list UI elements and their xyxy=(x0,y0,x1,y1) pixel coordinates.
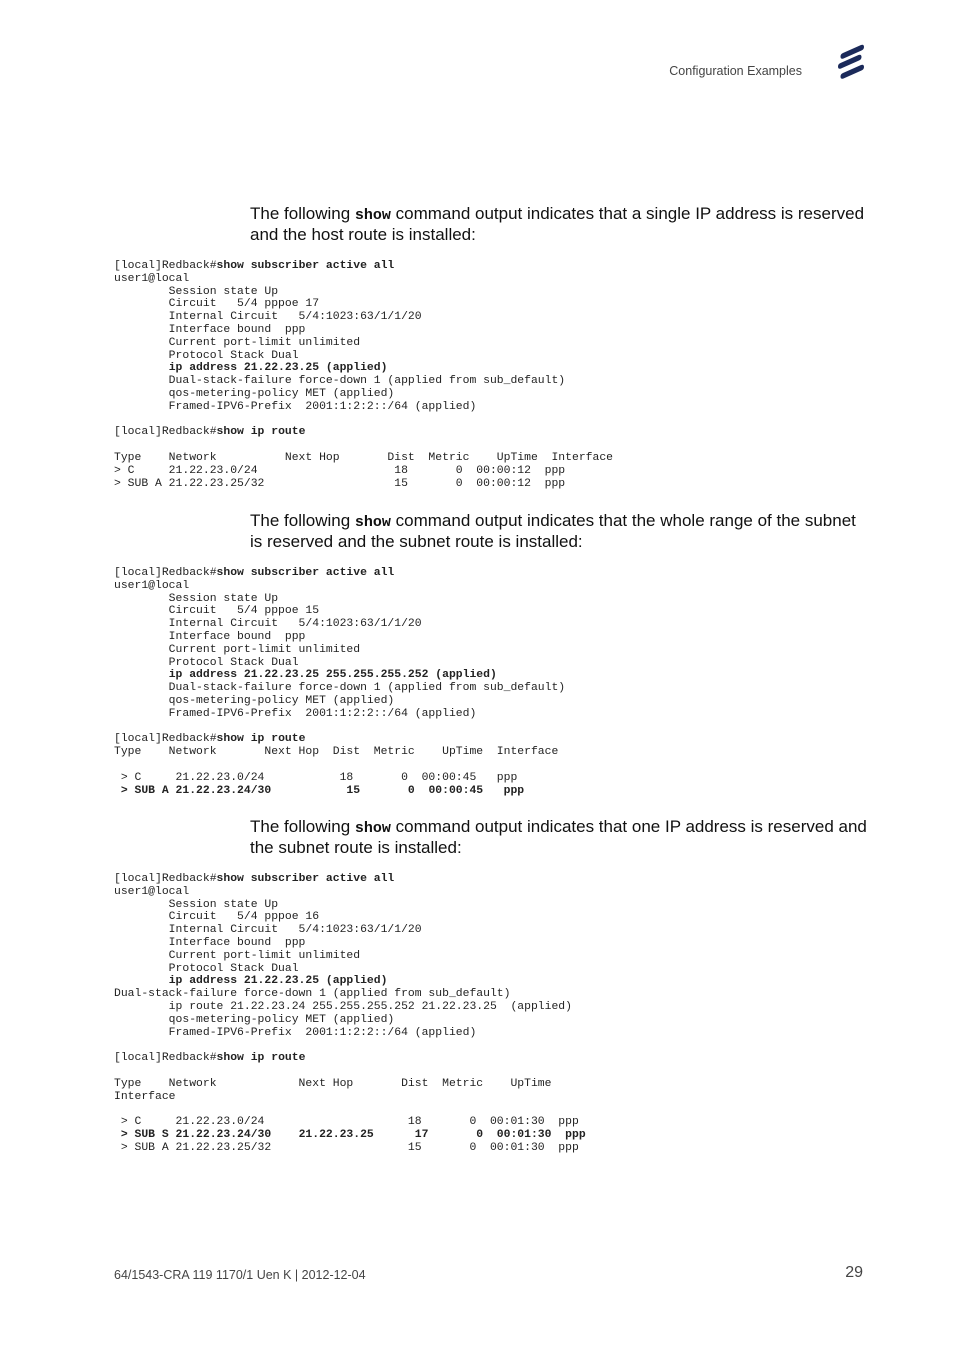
cli-text: [local]Redback# xyxy=(114,1052,217,1065)
cli-line xyxy=(114,350,299,362)
cli-line xyxy=(114,273,189,285)
section-2-paragraph xyxy=(250,511,870,551)
cli-text: [local]Redback# xyxy=(114,567,217,579)
cli-text: Interface bound ppp xyxy=(114,323,306,336)
cli-command: show ip route xyxy=(216,733,306,746)
cli-command: show subscriber active all xyxy=(216,873,395,885)
cli-line xyxy=(114,963,299,975)
cli-line xyxy=(114,708,476,720)
cli-line xyxy=(114,911,319,923)
cli-command: ip address 21.22.23.25 255.255.255.252 (applied) xyxy=(168,669,497,682)
cli-text: Interface bound ppp xyxy=(114,936,306,949)
cli-line xyxy=(114,1027,476,1039)
cli-text xyxy=(114,362,169,374)
cli-line xyxy=(114,1052,305,1064)
cli-text: Framed-IPV6-Prefix 2001:1:2:2::/64 (applied) xyxy=(114,1026,477,1039)
cli-text xyxy=(114,785,121,797)
cli-text: Dual-stack-failure force-down 1 (applied from sub_default) xyxy=(114,988,511,1001)
cli-text: Interface xyxy=(114,1090,176,1103)
cli-text: Circuit 5/4 pppoe 16 xyxy=(114,911,320,924)
cli-command: show subscriber active all xyxy=(216,260,395,272)
cli-text: user1@local xyxy=(114,272,190,285)
cli-line xyxy=(114,937,305,949)
para-text: command output indicates that the whole range of the subnet is reserved and the subnet route is installed: xyxy=(250,511,856,551)
cli-text: Framed-IPV6-Prefix 2001:1:2:2::/64 (applied) xyxy=(114,707,477,720)
command-name: show xyxy=(354,820,391,837)
cli-line xyxy=(114,975,387,987)
command-name: show xyxy=(354,207,391,224)
cli-text: > C 21.22.23.0/24 18 0 00:01:30 ppp xyxy=(114,1116,579,1129)
cli-line xyxy=(114,388,394,400)
cli-text: user1@local xyxy=(114,579,190,592)
cli-text: qos-metering-policy MET (applied) xyxy=(114,694,395,707)
cli-text: user1@local xyxy=(114,885,190,898)
cli-command: > SUB A 21.22.23.24/30 15 0 00:00:45 ppp xyxy=(120,784,525,797)
cli-line xyxy=(114,1116,579,1128)
cli-line xyxy=(114,886,189,898)
cli-line xyxy=(114,988,510,1000)
cli-text: Current port-limit unlimited xyxy=(114,643,361,656)
cli-text: [local]Redback# xyxy=(114,873,217,885)
cli-command: ip address 21.22.23.25 (applied) xyxy=(168,975,388,988)
cli-line xyxy=(114,618,422,630)
cli-line xyxy=(114,286,278,298)
cli-text: Protocol Stack Dual xyxy=(114,349,299,362)
cli-text xyxy=(114,1129,121,1141)
cli-text: Internal Circuit 5/4:1023:63/1/1/20 xyxy=(114,311,422,324)
cli-line xyxy=(114,1078,551,1090)
cli-command: show subscriber active all xyxy=(216,567,395,579)
cli-line xyxy=(114,644,360,656)
para-text: command output indicates that one IP address is reserved and the subnet route is installed: xyxy=(250,817,867,857)
page-number: 29 xyxy=(845,1264,863,1281)
cli-command: show ip route xyxy=(216,1052,306,1065)
cli-line xyxy=(114,1001,572,1013)
cli-line xyxy=(114,567,394,579)
cli-line xyxy=(114,1014,394,1026)
cli-line xyxy=(114,669,497,681)
cli-text: [local]Redback# xyxy=(114,733,217,746)
cli-text: Type Network Next Hop Dist Metric UpTime xyxy=(114,1077,552,1090)
cli-text: Type Network Next Hop Dist Metric UpTime Interface xyxy=(114,746,559,759)
cli-text: > SUB A 21.22.23.25/32 15 0 00:00:12 ppp xyxy=(114,477,566,490)
para-text: The following xyxy=(250,511,355,530)
cli-text: [local]Redback# xyxy=(114,426,217,439)
cli-text xyxy=(114,975,169,987)
cli-line xyxy=(114,785,524,797)
cli-text: Type Network Next Hop Dist Metric UpTime Interface xyxy=(114,451,613,464)
cli-line xyxy=(114,1091,176,1103)
cli-command: show ip route xyxy=(216,426,306,439)
cli-text: Session state Up xyxy=(114,898,279,911)
cli-line xyxy=(114,695,394,707)
cli-line xyxy=(114,260,394,272)
cli-line xyxy=(114,337,360,349)
cli-text: qos-metering-policy MET (applied) xyxy=(114,387,395,400)
cli-text: Circuit 5/4 pppoe 15 xyxy=(114,605,320,618)
cli-line xyxy=(114,873,394,885)
cli-line xyxy=(114,593,278,605)
section-3-paragraph xyxy=(250,817,870,857)
cli-text: Internal Circuit 5/4:1023:63/1/1/20 xyxy=(114,924,422,937)
ericsson-logo-icon xyxy=(836,44,866,80)
cli-line xyxy=(114,401,476,413)
cli-output-block xyxy=(114,873,586,1155)
cli-text: Dual-stack-failure force-down 1 (applied from sub_default) xyxy=(114,682,566,695)
cli-text: > SUB A 21.22.23.25/32 15 0 00:01:30 ppp xyxy=(114,1141,579,1154)
cli-line xyxy=(114,746,558,758)
cli-text xyxy=(114,669,169,681)
section-1-paragraph xyxy=(250,204,870,244)
cli-text: Framed-IPV6-Prefix 2001:1:2:2::/64 (applied) xyxy=(114,400,477,413)
cli-output-block xyxy=(114,567,565,797)
cli-command: ip address 21.22.23.25 (applied) xyxy=(168,362,388,375)
cli-line xyxy=(114,899,278,911)
cli-text: Current port-limit unlimited xyxy=(114,336,361,349)
cli-text: Session state Up xyxy=(114,285,279,298)
cli-line xyxy=(114,362,387,374)
cli-line xyxy=(114,298,319,310)
cli-line xyxy=(114,375,565,387)
cli-text: [local]Redback# xyxy=(114,260,217,272)
para-text: The following xyxy=(250,204,355,223)
cli-line xyxy=(114,324,305,336)
para-text: The following xyxy=(250,817,355,836)
cli-output-block xyxy=(114,260,613,490)
cli-text: Dual-stack-failure force-down 1 (applied from sub_default) xyxy=(114,375,566,388)
cli-text: Current port-limit unlimited xyxy=(114,949,361,962)
document-id: 64/1543-CRA 119 1170/1 Uen K | 2012-12-04 xyxy=(114,1268,366,1282)
cli-text: Circuit 5/4 pppoe 17 xyxy=(114,298,320,311)
command-name: show xyxy=(354,514,391,531)
cli-line xyxy=(114,772,517,784)
para-text: command output indicates that a single IP address is reserved and the host route is installed: xyxy=(250,204,865,244)
page-header-title: Configuration Examples xyxy=(669,64,802,78)
cli-line xyxy=(114,1129,586,1141)
cli-line xyxy=(114,311,422,323)
cli-text: Protocol Stack Dual xyxy=(114,962,299,975)
cli-line xyxy=(114,478,565,490)
cli-line xyxy=(114,682,565,694)
cli-text: > C 21.22.23.0/24 18 0 00:00:45 ppp xyxy=(114,771,518,784)
cli-line xyxy=(114,924,422,936)
cli-line xyxy=(114,657,299,669)
cli-text: Interface bound ppp xyxy=(114,630,306,643)
cli-text: Session state Up xyxy=(114,592,279,605)
cli-text: ip route 21.22.23.24 255.255.255.252 21.22.23.25 (applied) xyxy=(114,1000,572,1013)
cli-line xyxy=(114,950,360,962)
cli-line xyxy=(114,1142,579,1154)
cli-text: Protocol Stack Dual xyxy=(114,656,299,669)
cli-line xyxy=(114,733,305,745)
cli-line xyxy=(114,426,305,438)
cli-line xyxy=(114,452,613,464)
cli-line xyxy=(114,605,319,617)
cli-line xyxy=(114,465,565,477)
cli-text: Internal Circuit 5/4:1023:63/1/1/20 xyxy=(114,618,422,631)
cli-text: qos-metering-policy MET (applied) xyxy=(114,1013,395,1026)
cli-line xyxy=(114,580,189,592)
cli-text: > C 21.22.23.0/24 18 0 00:00:12 ppp xyxy=(114,464,566,477)
cli-line xyxy=(114,631,305,643)
cli-command: > SUB S 21.22.23.24/30 21.22.23.25 17 0 00:01:30 ppp xyxy=(120,1128,586,1141)
